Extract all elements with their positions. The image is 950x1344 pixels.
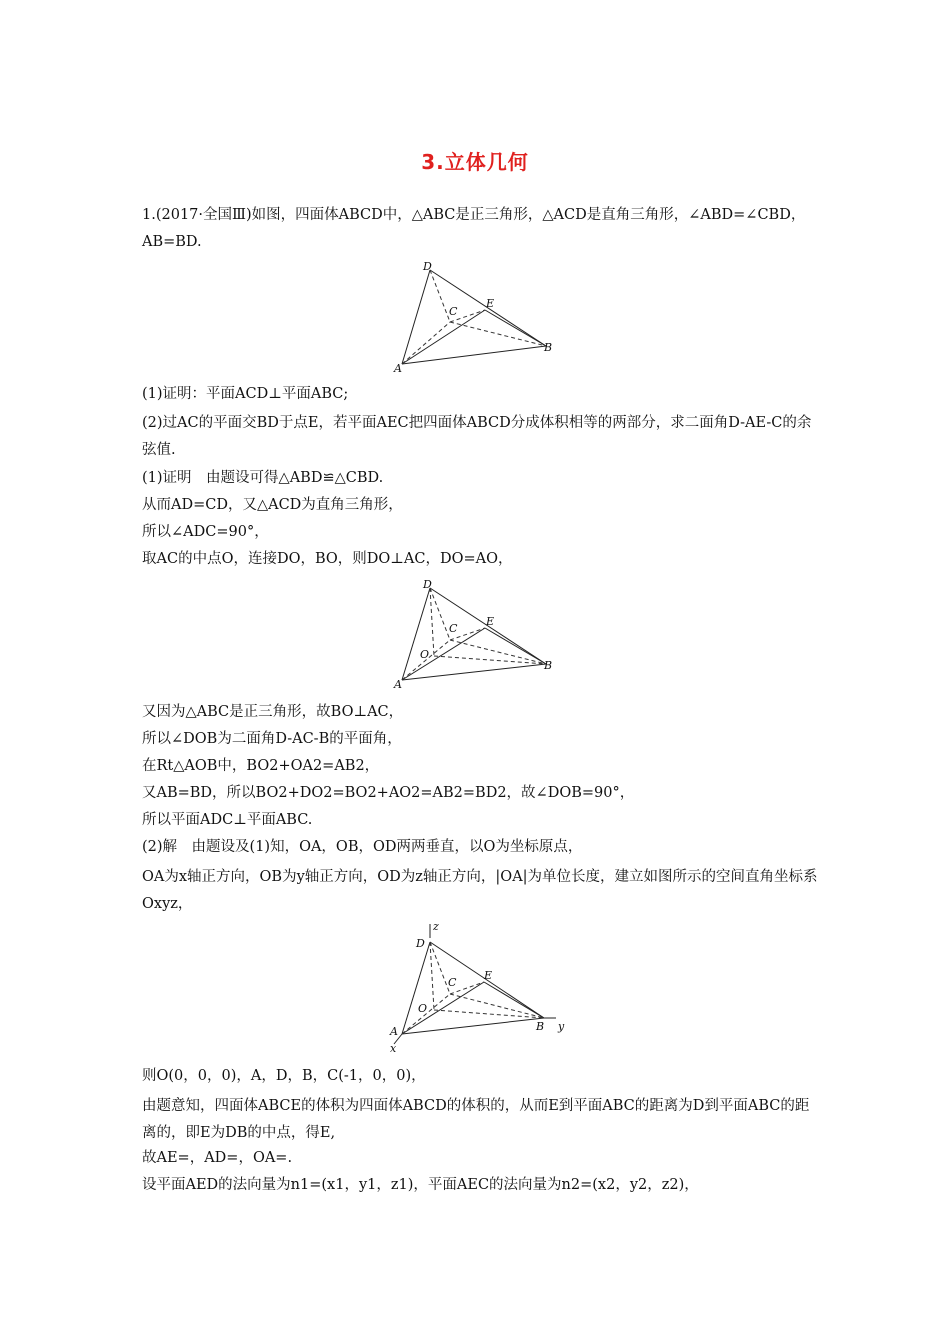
- tetrahedron-coordinate-figure: [378, 918, 578, 1058]
- solution-line-12: 则O(0，0，0)，A，D，B，C(-1，0，0)，: [142, 1068, 426, 1084]
- label-C: C: [448, 976, 457, 989]
- label-D: D: [423, 260, 432, 273]
- solution-line-3: 所以∠ADC=90°，: [142, 524, 269, 540]
- label-C: C: [449, 622, 458, 635]
- label-O: O: [418, 1002, 428, 1015]
- problem-stem: 1.(2017·全国Ⅲ)如图，四面体ABCD中，△ABC是正三角形，△ACD是直角三角形，∠ABD=∠CBD，AB=BD.: [142, 207, 806, 250]
- label-B: B: [544, 341, 553, 354]
- label-D: D: [423, 578, 432, 591]
- label-y: y: [558, 1020, 565, 1033]
- label-A: A: [390, 1025, 398, 1038]
- solution-line-9: 所以平面ADC⊥平面ABC.: [142, 812, 313, 828]
- label-B: B: [536, 1020, 545, 1033]
- label-A: A: [394, 362, 402, 375]
- section-title: 3.立体几何: [421, 150, 529, 174]
- tetrahedron-figure-1: [388, 258, 568, 378]
- solution-line-11: OA为x轴正方向，OB为y轴正方向，OD为z轴正方向，|OA|为单位长度，建立如图所示的空间直角坐标系Oxyz，: [142, 869, 818, 912]
- solution-line-7: 在Rt△AOB中，BO2+OA2=AB2，: [142, 758, 380, 774]
- label-C: C: [449, 305, 458, 318]
- label-O: O: [420, 648, 430, 661]
- solution-line-15: 设平面AED的法向量为n1=(x1，y1，z1)，平面AEC的法向量为n2=(x2，y2，z2)，: [142, 1177, 699, 1193]
- label-B: B: [544, 659, 553, 672]
- solution-line-13: 由题意知，四面体ABCE的体积为四面体ABCD的体积的，从而E到平面ABC的距离为D到平面ABC的距离的，即E为DB的中点，得E,: [142, 1098, 810, 1141]
- solution-line-10: (2)解 由题设及(1)知，OA，OB，OD两两垂直，以O为坐标原点，: [142, 839, 583, 855]
- solution-line-14: 故AE=，AD=，OA=.: [142, 1150, 293, 1166]
- question-2: (2)过AC的平面交BD于点E，若平面AEC把四面体ABCD分成体积相等的两部分，求二面角D-AE-C的余弦值.: [142, 415, 812, 458]
- solution-line-1: (1)证明 由题设可得△ABD≌△CBD.: [142, 470, 384, 486]
- label-z: z: [433, 920, 439, 933]
- label-D: D: [416, 937, 425, 950]
- label-E: E: [486, 297, 495, 310]
- solution-line-8: 又AB=BD，所以BO2+DO2=BO2+AO2=AB2=BD2，故∠DOB=90°，: [142, 785, 635, 801]
- label-E: E: [484, 969, 493, 982]
- tetrahedron-figure-2: [388, 576, 568, 692]
- solution-line-2: 从而AD=CD，又△ACD为直角三角形，: [142, 497, 403, 513]
- solution-line-5: 又因为△ABC是正三角形，故BO⊥AC，: [142, 704, 404, 720]
- question-1: (1)证明：平面ACD⊥平面ABC;: [142, 386, 349, 402]
- solution-line-6: 所以∠DOB为二面角D-AC-B的平面角，: [142, 731, 402, 747]
- solution-line-4: 取AC的中点O，连接DO，BO，则DO⊥AC，DO=AO，: [142, 551, 513, 567]
- label-x: x: [390, 1042, 397, 1055]
- label-A: A: [394, 678, 402, 691]
- label-E: E: [486, 615, 495, 628]
